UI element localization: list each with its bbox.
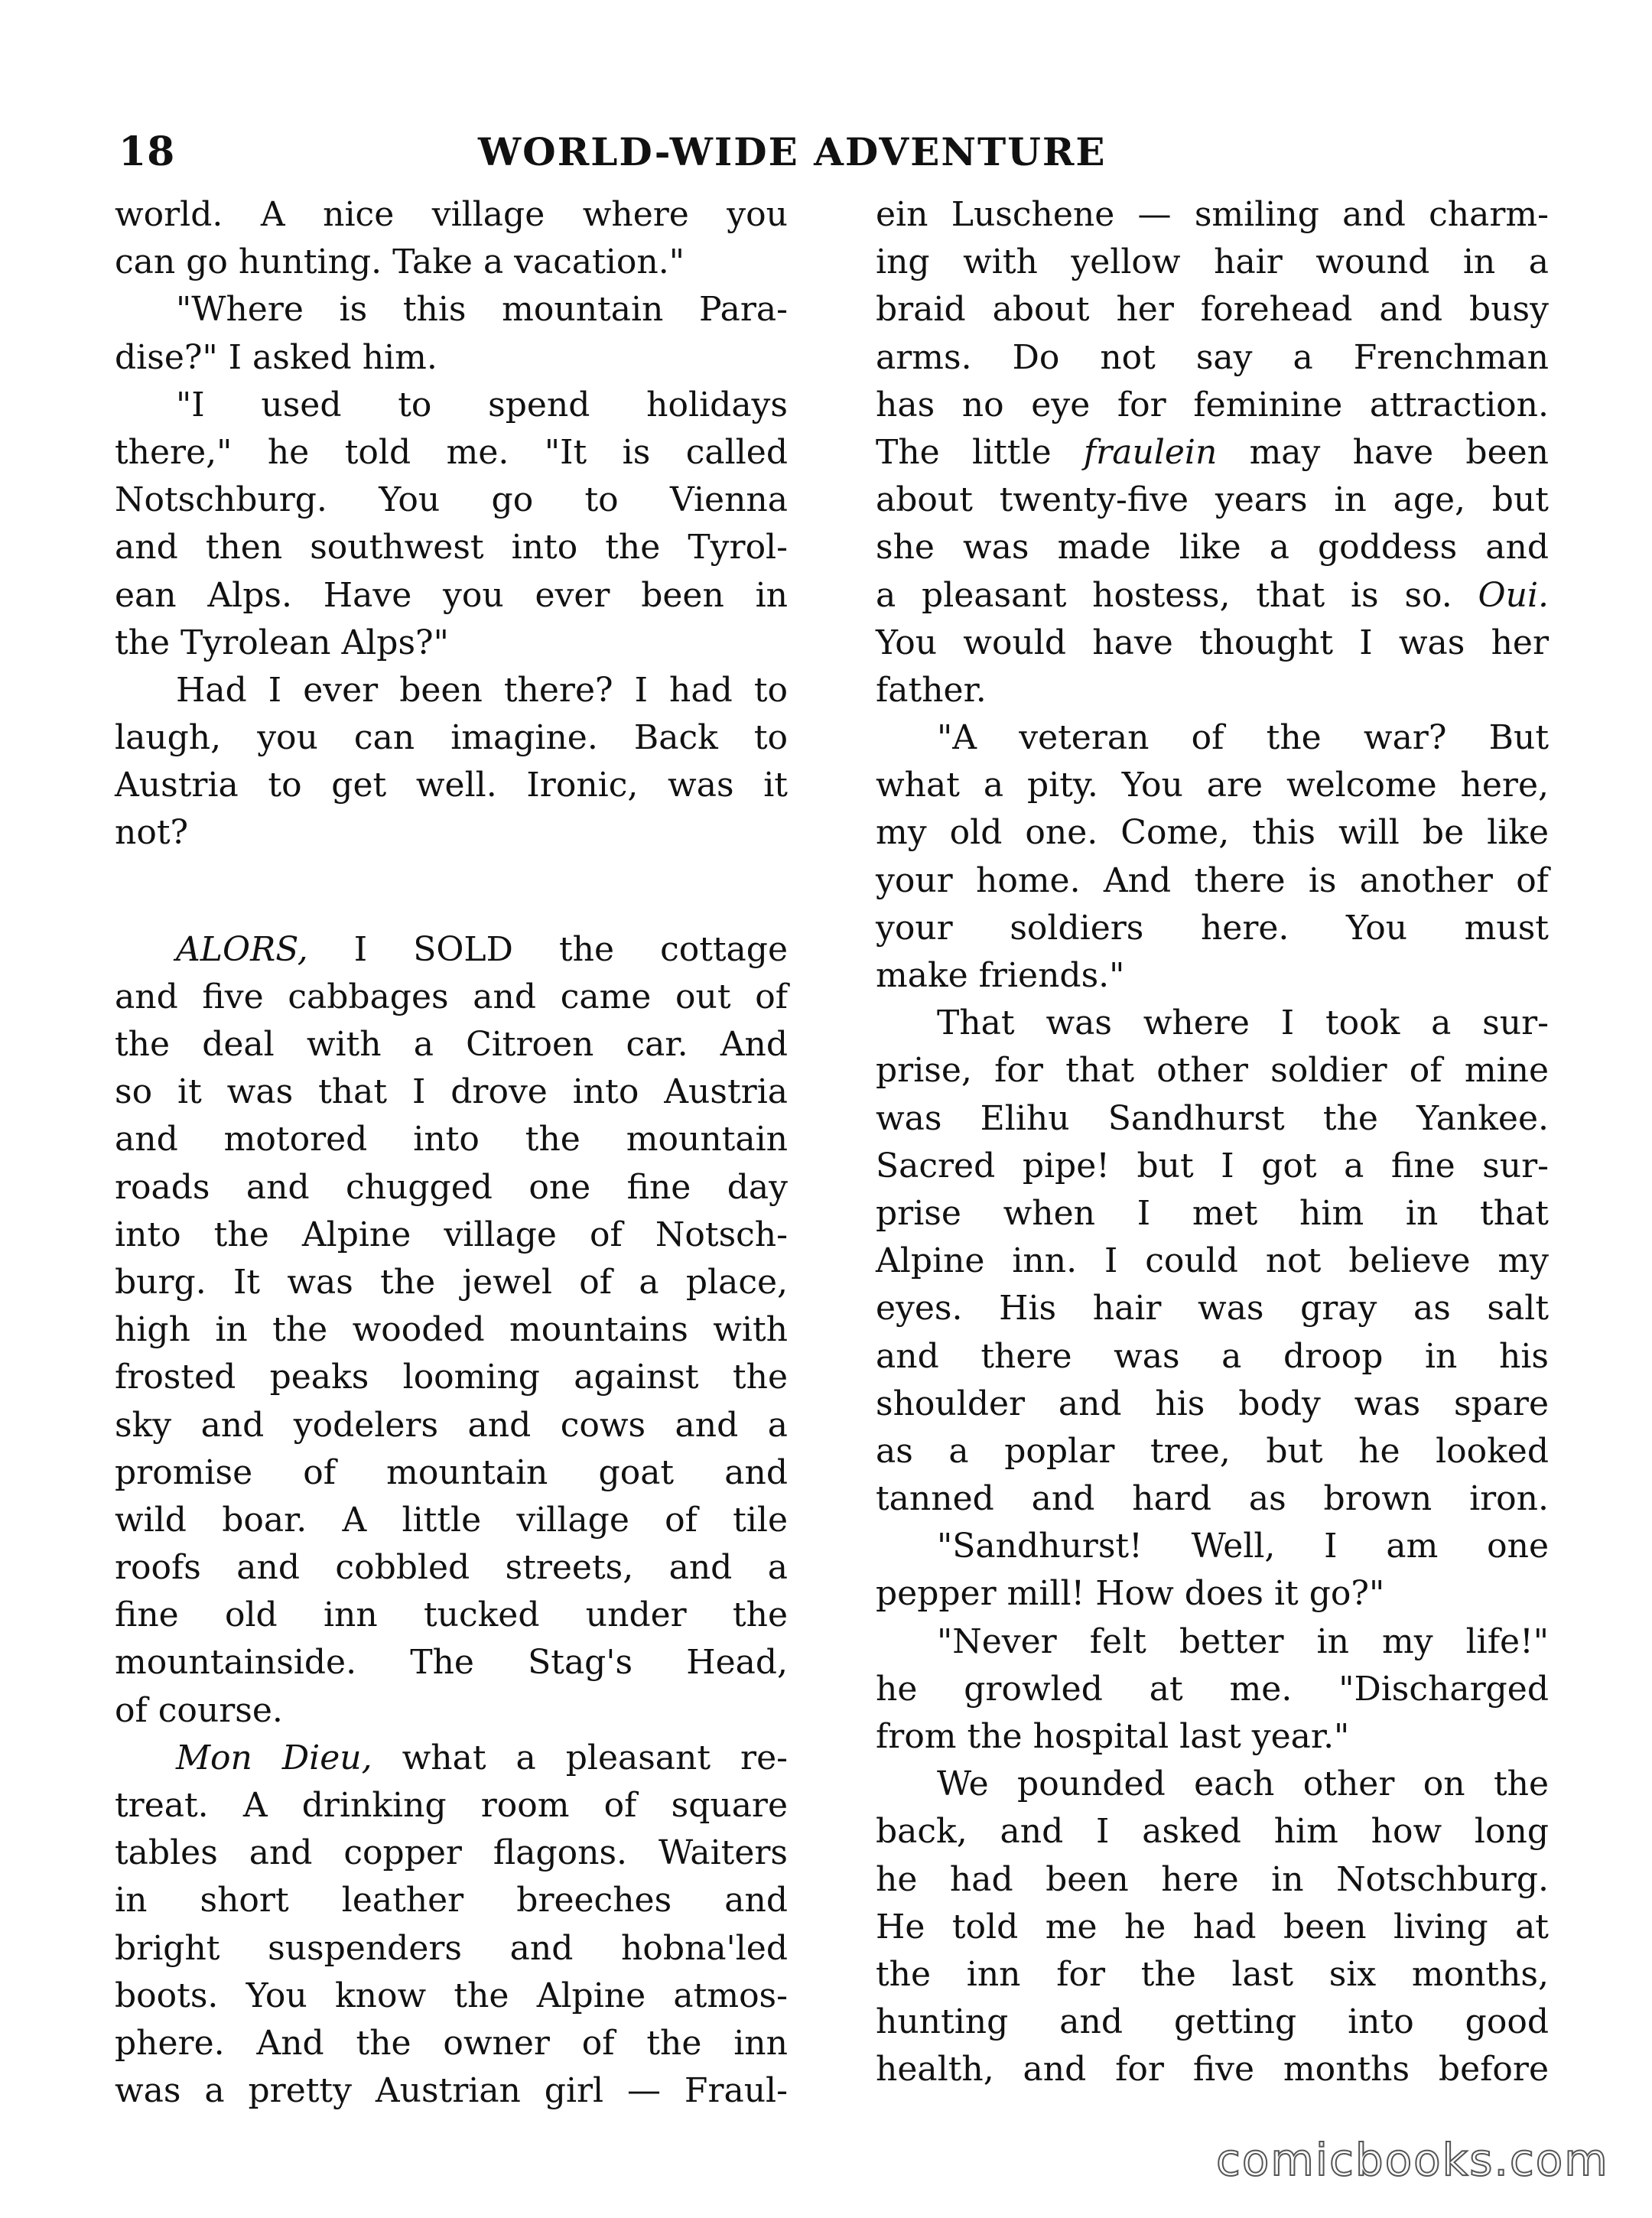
text-line: "A veteran of the war? But — [937, 718, 1549, 758]
text-line: not? — [115, 813, 189, 853]
text-line: back, and I asked him how long — [876, 1812, 1549, 1852]
left-column — [115, 191, 788, 2115]
text-line: prise, for that other soldier of mine — [876, 1051, 1549, 1091]
text-line: wild boar. A little village of tile — [115, 1500, 788, 1540]
text-line: Notschburg. You go to Vienna — [115, 480, 788, 520]
text-line: so it was that I drove into Austria — [115, 1072, 788, 1112]
text-line: about twenty-five years in age, but — [876, 480, 1549, 520]
text-line: hunting and getting into good — [876, 2002, 1549, 2042]
text-line: in short leather breeches and — [115, 1881, 788, 1920]
text-line: ein Luschene — smiling and charm- — [876, 195, 1549, 234]
text-line: phere. And the owner of the inn — [115, 2023, 788, 2063]
text-line: laugh, you can imagine. Back to — [115, 718, 788, 758]
text-line: eyes. His hair was gray as salt — [876, 1289, 1549, 1329]
text-line: what a pity. You are welcome here, — [876, 766, 1549, 805]
text-line: fine old inn tucked under the — [115, 1595, 788, 1635]
text-line: ean Alps. Have you ever been in — [115, 575, 788, 615]
text-line: and then southwest into the Tyrol- — [115, 528, 788, 568]
text-line: sky and yodelers and cows and a — [115, 1405, 788, 1445]
text-line: You would have thought I was her — [876, 623, 1549, 662]
text-line: roads and chugged one fine day — [115, 1167, 788, 1207]
text-line: has no eye for feminine attraction. — [876, 385, 1549, 424]
text-line: from the hospital last year." — [876, 1717, 1350, 1756]
text-line: "Sandhurst! Well, I am one — [937, 1527, 1549, 1566]
text-line — [115, 857, 788, 926]
text-line: treat. A drinking room of square — [115, 1786, 788, 1825]
text-line: your soldiers here. You must — [876, 908, 1549, 948]
text-line: and there was a droop in his — [876, 1336, 1549, 1376]
watermark: comicbooks.com — [1216, 2134, 1609, 2186]
text-line: Mon Dieu, what a pleasant re- — [176, 1738, 788, 1777]
text-line: a pleasant hostess, that is so. Oui. — [876, 575, 1549, 615]
text-line: tables and copper flagons. Waiters — [115, 1833, 788, 1873]
text-line: was a pretty Austrian girl — Fraul- — [115, 2071, 788, 2111]
text-line: mountainside. The Stag's Head, — [115, 1643, 788, 1683]
text-line: The little fraulein may have been — [876, 432, 1549, 472]
text-line: We pounded each other on the — [937, 1764, 1549, 1804]
text-line: He told me he had been living at — [876, 1907, 1549, 1946]
text-line: she was made like a goddess and — [876, 528, 1549, 568]
text-line: health, and for five months before — [876, 2050, 1549, 2090]
text-line: into the Alpine village of Notsch- — [115, 1215, 788, 1254]
text-line: frosted peaks looming against the — [115, 1358, 788, 1397]
text-line: he had been here in Notschburg. — [876, 1859, 1549, 1899]
text-line: dise?" I asked him. — [115, 337, 437, 377]
text-line: of course. — [115, 1690, 283, 1730]
text-line: can go hunting. Take a vacation." — [115, 242, 685, 282]
text-line: "Never felt better in my life!" — [937, 1621, 1549, 1661]
text-line: pepper mill! How does it go?" — [876, 1574, 1385, 1614]
text-line: "I used to spend holidays — [176, 385, 788, 424]
text-line: world. A nice village where you — [115, 195, 788, 234]
text-line: "Where is this mountain Para- — [176, 290, 788, 330]
running-head: WORLD-WIDE ADVENTURE — [478, 129, 1107, 174]
text-line: That was where I took a sur- — [937, 1003, 1549, 1043]
text-line: my old one. Come, this will be like — [876, 813, 1549, 853]
text-line: burg. It was the jewel of a place, — [115, 1262, 788, 1302]
text-line: there," he told me. "It is called — [115, 432, 788, 472]
text-line: Austria to get well. Ironic, was it — [115, 766, 788, 805]
text-line: and motored into the mountain — [115, 1120, 788, 1159]
text-line: the inn for the last six months, — [876, 1954, 1549, 1994]
text-line: he growled at me. "Discharged — [876, 1669, 1549, 1709]
text-line: as a poplar tree, but he looked — [876, 1431, 1549, 1471]
text-line: tanned and hard as brown iron. — [876, 1479, 1549, 1519]
page-header — [119, 128, 1549, 182]
text-line: bright suspenders and hobna'led — [115, 1928, 788, 1968]
text-line: the deal with a Citroen car. And — [115, 1025, 788, 1064]
text-line: Had I ever been there? I had to — [176, 670, 788, 710]
text-line: high in the wooded mountains with — [115, 1310, 788, 1350]
text-line: Alpine inn. I could not believe my — [876, 1241, 1549, 1281]
text-line: was Elihu Sandhurst the Yankee. — [876, 1098, 1549, 1138]
text-line: roofs and cobbled streets, and a — [115, 1548, 788, 1588]
text-line: ing with yellow hair wound in a — [876, 242, 1549, 282]
text-line: Sacred pipe! but I got a fine sur- — [876, 1146, 1549, 1185]
text-line: shoulder and his body was spare — [876, 1384, 1549, 1423]
text-line: the Tyrolean Alps?" — [115, 623, 449, 662]
text-line: promise of mountain goat and — [115, 1452, 788, 1492]
text-line: your home. And there is another of — [876, 860, 1549, 900]
text-line: braid about her forehead and busy — [876, 290, 1549, 330]
text-line: arms. Do not say a Frenchman — [876, 337, 1549, 377]
right-column — [876, 191, 1549, 2094]
text-line: father. — [876, 670, 987, 710]
text-line: make friends." — [876, 956, 1125, 995]
text-line: prise when I met him in that — [876, 1193, 1549, 1233]
page-number: 18 — [119, 128, 176, 175]
text-line: boots. You know the Alpine atmos- — [115, 1976, 788, 2015]
text-line: ALORS, I SOLD the cottage — [176, 929, 788, 969]
text-line: and five cabbages and came out of — [115, 977, 788, 1016]
